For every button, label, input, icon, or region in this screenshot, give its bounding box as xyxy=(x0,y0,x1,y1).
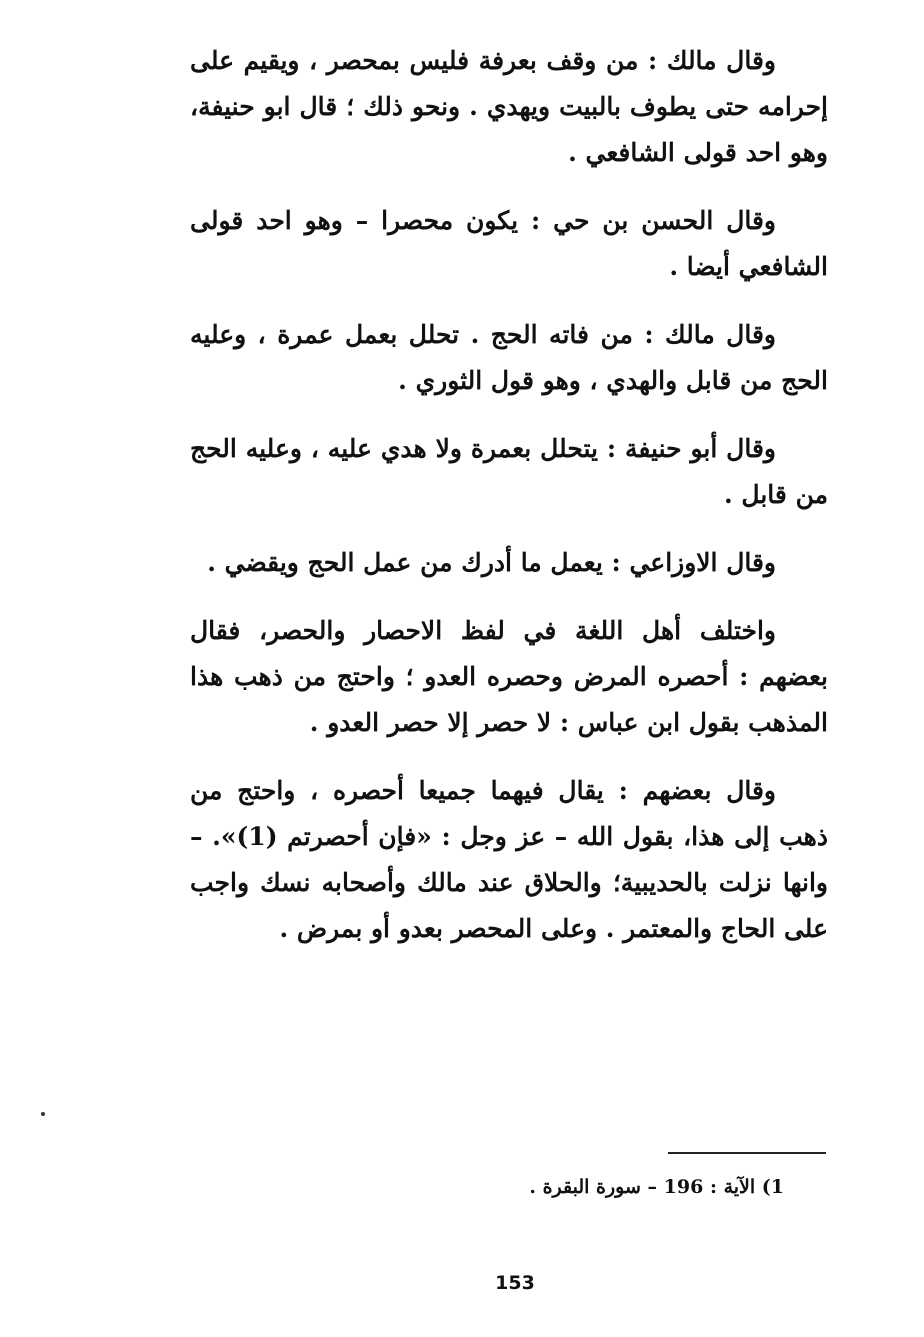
paragraph: وقال أبو حنيفة : يتحلل بعمرة ولا هدي عليه ، وعليه الحج من قابل . xyxy=(190,434,828,509)
paragraph: وقال مالك : من وقف بعرفة فليس بمحصر ، ويقيم على إحرامه حتى يطوف بالبيت ويهدي . ونحو ذلك ؛ قال ابو حنيفة، وهو احد قولى الشافعي . xyxy=(190,46,828,167)
paragraph: وقال بعضهم : يقال فيهما جميعا أحصره ، واحتج من ذهب إلى هذا، بقول الله – عز وجل : «فإن أحصرتم (1)». – وانها نزلت بالحديبية؛ والحلاق عند مالك وأصحابه نسك واجب على الحاج والمعتمر . وعلى المحصر بعدو أو بمرض . xyxy=(190,776,828,943)
paragraph: وقال مالك : من فاته الحج . تحلل بعمل عمرة ، وعليه الحج من قابل والهدي ، وهو قول الثوري . xyxy=(190,320,828,395)
paragraph: وقال الحسن بن حي : يكون محصرا – وهو احد قولى الشافعي أيضا . xyxy=(190,206,828,281)
main-text xyxy=(190,38,828,974)
paragraph: واختلف أهل اللغة في لفظ الاحصار والحصر، فقال بعضهم : أحصره المرض وحصره العدو ؛ واحتج من ذهب هذا المذهب بقول ابن عباس : لا حصر إلا حصر العدو . xyxy=(190,616,828,737)
footnote-divider xyxy=(668,1152,826,1154)
scan-speck xyxy=(41,1112,45,1116)
paragraph: وقال الاوزاعي : يعمل ما أدرك من عمل الحج ويقضي . xyxy=(207,548,776,577)
footnote: 1) الآية : 196 – سورة البقرة . xyxy=(529,1176,784,1198)
page-number: 153 xyxy=(495,1272,535,1294)
